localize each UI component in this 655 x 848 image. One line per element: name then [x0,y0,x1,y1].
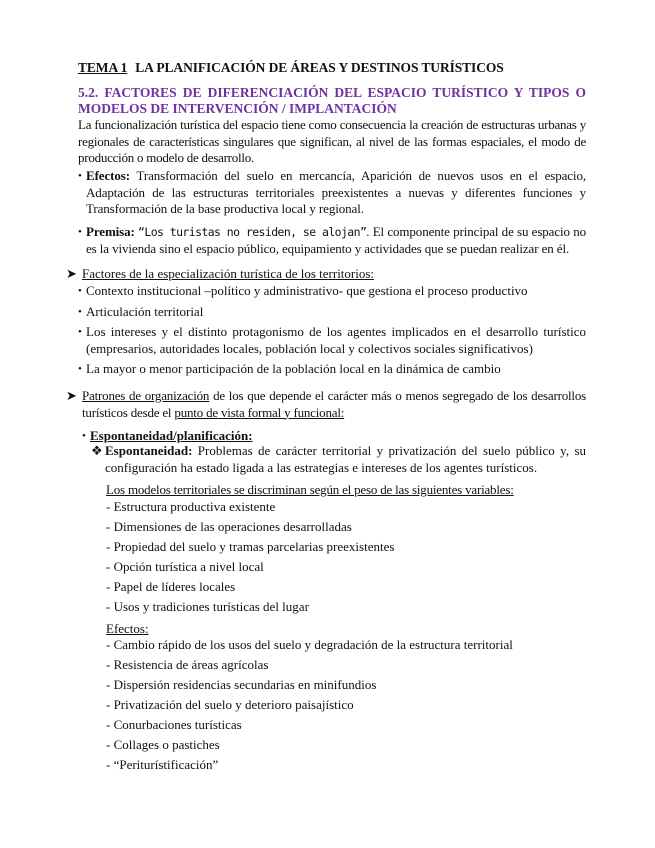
efectos-item: - Resistencia de áreas agrícolas [106,657,269,672]
patrones-link: Patrones de organización [82,388,210,403]
efectos-text: Transformación del suelo en mercancía, Aparición de nuevos usos en el espacio, Adaptación de las estructuras territoriales preexistentes a nuevas y diferentes funciones y Transformación de la base productiva local y regional. [86,168,586,216]
bullet-icon: • [82,430,86,442]
factores-item [78,324,586,357]
bullet-icon: • [78,326,82,338]
patrones-row [66,388,586,421]
premisa-text: . El componente principal de su espacio no es la vivienda sino el espacio público, equipamiento y actividades que se puedan realizar en él. [86,224,586,256]
efectos-item: - Conurbaciones turísticas [106,717,242,732]
intro-paragraph: La funcionalización turística del espacio tiene como consecuencia la creación de estructuras urbanas y regionales de características singulares que significan, al nivel de las formas espaciales, el modo de producción o modelo de desarrollo. [78,117,586,165]
espontaneidad-row [91,443,586,476]
factores-item-text: La mayor o menor participación de la población local en la dinámica de cambio [86,361,501,376]
topic-number: TEMA 1 [78,60,128,75]
factores-heading-row [66,266,586,283]
factores-item-text: Articulación territorial [86,304,204,319]
modelos-item: - Propiedad del suelo y tramas parcelarias preexistentes [106,539,395,554]
patrones-text: de los que depende el carácter más o menos segregado de los desarrollos turísticos desde el [82,388,587,420]
modelos-heading: Los modelos territoriales se discriminan según el peso de las siguientes variables: [106,482,514,497]
modelos-item: - Dimensiones de las operaciones desarrolladas [106,519,352,534]
efectos-item: - Privatización del suelo y deterioro paisajístico [106,697,354,712]
factores-item-text: Los intereses y el distinto protagonismo de los agentes implicados en el desarrollo turístico (empresarios, autoridades locales, población local y colectivos sociales significativos) [86,324,586,356]
section-heading: 5.2. FACTORES DE DIFERENCIACIÓN DEL ESPACIO TURÍSTICO Y TIPOS O MODELOS DE INTERVENCIÓN / IMPLANTACIÓN [78,85,586,116]
espontaneidad-heading: Espontaneidad/planificación: [90,428,253,443]
efectos-item: - Collages o pastiches [106,737,220,752]
bullet-icon: • [78,285,82,297]
modelos-item: - Papel de líderes locales [106,579,236,594]
factores-item [78,283,586,300]
modelos-item: - Estructura productiva existente [106,499,276,514]
bullet-icon: • [78,363,82,375]
diamond-bullet-icon: ❖ [91,443,103,458]
factores-item [78,304,586,321]
factores-item [78,361,586,378]
arrow-icon: ➤ [66,266,77,281]
espontaneidad-label: Espontaneidad: [105,443,193,458]
topic-title: LA PLANIFICACIÓN DE ÁREAS Y DESTINOS TURÍSTICOS [135,60,504,75]
premisa-quote: “Los turistas no residen, se alojan” [138,225,367,239]
efectos-item: - “Periturístificación” [106,757,219,772]
espontaneidad-text: Problemas de carácter territorial y privatización del suelo público y, su configuración ha estado ligada a las estrategias e intereses de los agentes turísticos. [105,443,587,475]
efectos-item: - Dispersión residencias secundarias en minifundios [106,677,377,692]
bullet-icon: • [78,170,82,182]
bullet-icon: • [78,226,82,238]
efectos-item: - Cambio rápido de los usos del suelo y degradación de la estructura territorial [106,637,513,652]
arrow-icon: ➤ [66,388,77,403]
modelos-item: - Usos y tradiciones turísticas del lugar [106,599,309,614]
bullet-icon: • [78,306,82,318]
premisa-label: Premisa: [86,224,135,239]
efectos-block [78,168,586,218]
page-title [78,60,504,77]
efectos-label: Efectos: [86,168,130,183]
premisa-block [78,224,586,257]
factores-heading: Factores de la especialización turística de los territorios: [82,266,375,281]
patrones-link-2: punto de vista formal y funcional: [174,404,345,420]
efectos-heading: Efectos: [106,621,149,636]
modelos-item: - Opción turística a nivel local [106,559,264,574]
factores-item-text: Contexto institucional –político y administrativo- que gestiona el proceso productivo [86,283,528,298]
